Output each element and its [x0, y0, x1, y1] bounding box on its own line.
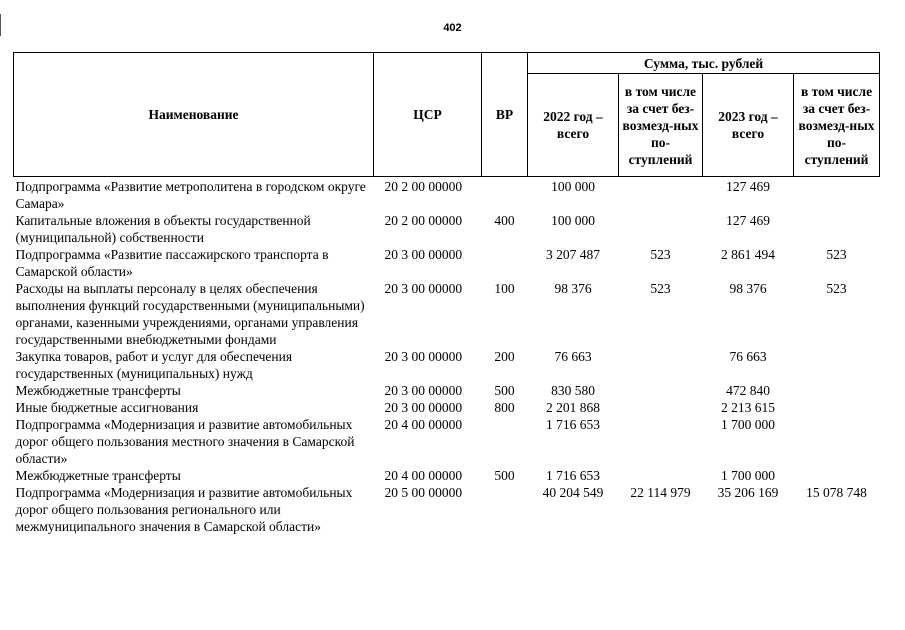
cell-name: Межбюджетные трансферты [15, 468, 181, 483]
cell-2023-free: 15 078 748 [806, 485, 867, 500]
cell-2022-total: 3 207 487 [546, 247, 600, 262]
budget-table-container [13, 52, 879, 535]
cell-2022-total: 100 000 [551, 213, 595, 228]
cell-name: Иные бюджетные ассигнования [15, 400, 199, 415]
table-row [14, 484, 880, 535]
cell-csr: 20 5 00 00000 [384, 485, 463, 500]
cell-csr: 20 3 00 00000 [384, 383, 463, 398]
header-name: Наименование [14, 53, 374, 177]
table-row [14, 177, 880, 213]
cell-vr [482, 177, 528, 213]
cell-2022-free [619, 382, 703, 399]
cell-csr: 20 4 00 00000 [384, 417, 463, 432]
cell-name: Подпрограмма «Развитие пассажирского транспорта в Самарской области» [15, 247, 329, 279]
page-number: 402 [443, 22, 462, 34]
table-row [14, 382, 880, 399]
table-row [14, 399, 880, 416]
cell-csr: 20 3 00 00000 [384, 400, 463, 415]
cell-2023-free [794, 399, 880, 416]
cell-2023-total: 35 206 169 [717, 485, 779, 500]
cell-2023-free [794, 467, 880, 484]
cell-2023-free [794, 416, 880, 467]
budget-table [13, 52, 880, 535]
cell-2023-free [794, 177, 880, 213]
cell-2022-total: 98 376 [554, 281, 592, 296]
header-2023-total: 2023 год – всего [703, 74, 794, 177]
cell-vr [482, 416, 528, 467]
cell-vr [482, 484, 528, 535]
cell-name: Подпрограмма «Модернизация и развитие автомобильных дорог общего пользования местного значения в Самарской области» [15, 417, 355, 466]
header-csr: ЦСР [374, 53, 482, 177]
cell-2023-total: 1 700 000 [721, 468, 775, 483]
table-row [14, 212, 880, 246]
table-row [14, 416, 880, 467]
cell-vr: 500 [494, 383, 515, 398]
header-2022-total: 2022 год – всего [528, 74, 619, 177]
cell-2022-free: 523 [650, 247, 671, 262]
table-body [14, 177, 880, 536]
cell-2022-free [619, 348, 703, 382]
cell-name: Подпрограмма «Модернизация и развитие автомобильных дорог общего пользования регионального или межмуниципального значения в Самарской области» [15, 485, 353, 534]
cell-2022-free: 22 114 979 [630, 485, 691, 500]
cell-2022-total: 1 716 653 [546, 468, 600, 483]
cell-name: Подпрограмма «Развитие метрополитена в городском округе Самара» [15, 179, 366, 211]
header-sum-group: Сумма, тыс. рублей [528, 53, 880, 74]
cell-2022-total: 2 201 868 [546, 400, 600, 415]
cell-name: Расходы на выплаты персоналу в целях обеспечения выполнения функций государственными (муниципальными) органами, казенными учреждениями, органами управления государственными внебюджетными фондами [15, 281, 365, 347]
cell-2022-free [619, 416, 703, 467]
cell-name: Капитальные вложения в объекты государственной (муниципальной) собственности [15, 213, 311, 245]
table-row [14, 348, 880, 382]
cell-2022-free [619, 467, 703, 484]
cell-2022-free [619, 177, 703, 213]
cell-name: Межбюджетные трансферты [15, 383, 181, 398]
cell-2023-total: 127 469 [726, 179, 770, 194]
cell-vr: 100 [494, 281, 515, 296]
header-2023-free: в том числе за счет без-возмезд-ных по-ступлений [794, 74, 880, 177]
cell-csr: 20 3 00 00000 [384, 281, 463, 296]
cell-csr: 20 3 00 00000 [384, 349, 463, 364]
table-row [14, 467, 880, 484]
cell-2022-free [619, 212, 703, 246]
cell-vr: 500 [494, 468, 515, 483]
cell-vr: 200 [494, 349, 515, 364]
cell-2023-total: 2 861 494 [721, 247, 775, 262]
header-vr: ВР [482, 53, 528, 177]
cell-2022-free: 523 [650, 281, 671, 296]
cell-2022-total: 100 000 [551, 179, 595, 194]
cell-csr: 20 2 00 00000 [384, 213, 463, 228]
cell-2023-free [794, 212, 880, 246]
cell-csr: 20 4 00 00000 [384, 468, 463, 483]
cell-2022-free [619, 399, 703, 416]
cell-2023-free: 523 [826, 281, 847, 296]
cell-2022-total: 40 204 549 [542, 485, 604, 500]
cell-csr: 20 3 00 00000 [384, 247, 463, 262]
cell-2023-total: 127 469 [726, 213, 770, 228]
cell-2023-total: 76 663 [729, 349, 767, 364]
cell-csr: 20 2 00 00000 [384, 179, 463, 194]
cell-2022-total: 1 716 653 [546, 417, 600, 432]
cell-2023-free: 523 [826, 247, 847, 262]
table-row [14, 246, 880, 280]
cell-name: Закупка товаров, работ и услуг для обеспечения государственных (муниципальных) нужд [15, 349, 293, 381]
table-row [14, 280, 880, 348]
table-header [14, 53, 880, 177]
cell-2023-total: 1 700 000 [721, 417, 775, 432]
cell-2023-total: 98 376 [729, 281, 767, 296]
cell-2022-total: 76 663 [554, 349, 592, 364]
cell-2023-free [794, 348, 880, 382]
cell-2023-total: 472 840 [726, 383, 770, 398]
cell-vr [482, 246, 528, 280]
header-2022-free: в том числе за счет без-возмезд-ных по-ступлений [619, 74, 703, 177]
cell-vr: 800 [494, 400, 515, 415]
cell-2022-total: 830 580 [551, 383, 595, 398]
cell-2023-total: 2 213 615 [721, 400, 775, 415]
cell-vr: 400 [494, 213, 515, 228]
cell-2023-free [794, 382, 880, 399]
